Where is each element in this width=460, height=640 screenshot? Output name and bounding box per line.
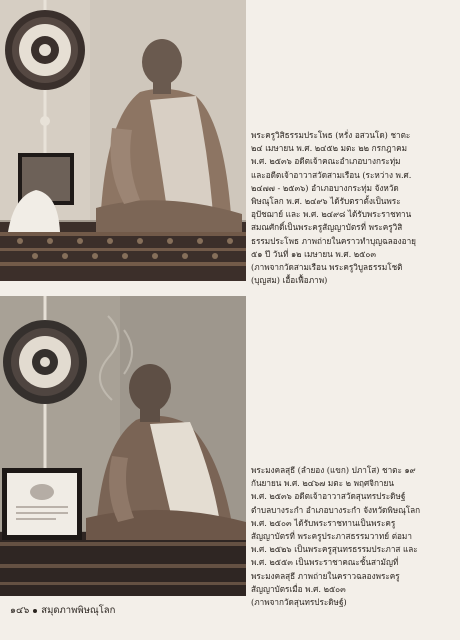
photo-monk-1 — [0, 0, 246, 281]
photo-2-caption: พระมงคลสุธี (ลำยอง (แขก) ปภาโส) ชาตะ ๑๙ กันยายน พ.ศ. ๒๔๖๗ มตะ ๒ พฤศจิกายน พ.ศ. ๒๕๓๖ อดีตเจ้าอาวาสวัดสุนทรประดิษฐ์ ตำบลบางระกำ อำเภอบางระกำ จังหวัดพิษณุโลก พ.ศ. ๒๕๐๓ ได้รับพระราชทานเป็นพระครู สัญญาบัตรที่ พระครูประภาสธรรมวาทย์ ต่อมา พ.ศ. ๒๕๒๖ เป็นพระครูสุนทรธรรมประภาส และ พ.ศ. ๒๕๕๓ เป็นพระราชาคณะชั้นสามัญที่ พระมงคลสุธี ภาพถ่ายในคราวฉลองพระครู สัญญาบัตรเมื่อ พ.ศ. ๒๕๐๓ (ภาพจากวัดสุนทรประดิษฐ์) — [251, 465, 421, 608]
page-number: ๑๔๖ — [10, 605, 30, 616]
bullet-icon — [33, 609, 37, 613]
book-title: สมุดภาพพิษณุโลก — [41, 605, 116, 616]
photo-monk-2 — [0, 296, 246, 596]
photo-1-caption: พระครูวิสิธรรมประโพธ (หรั่ง อสวนโด) ชาตะ ๒๔ เมษายน พ.ศ. ๒๔๕๒ มตะ ๒๒ กรกฎาคม พ.ศ. ๒๕๓๖ อดีตเจ้าคณะอำเภอบางกระทุ่ม และอดีตเจ้าอาวาสวัดสามเรือน (ระหว่าง พ.ศ. ๒๔๗๗ - ๒๕๓๖) อำเภอบางกระทุ่ม จังหวัด พิษณุโลก พ.ศ. ๒๔๙๖ ได้รับตราตั้งเป็นพระ อุปัชฌาย์ และ พ.ศ. ๒๔๙๘ ได้รับพระราชทาน สมณศักดิ์เป็นพระครูสัญญาบัตรที่ พระครูวิสิ ธรรมประโพธ ภาพถ่ายในคราวทำบุญฉลองอายุ ๕๑ ปี วันที่ ๑๒ เมษายน พ.ศ. ๒๕๐๓ (ภาพจากวัดสามเรือน พระครูวิบูลธรรมโชติ (บุญสม) เอื้อเฟื้อภาพ) — [251, 130, 416, 286]
page-footer — [10, 603, 115, 618]
